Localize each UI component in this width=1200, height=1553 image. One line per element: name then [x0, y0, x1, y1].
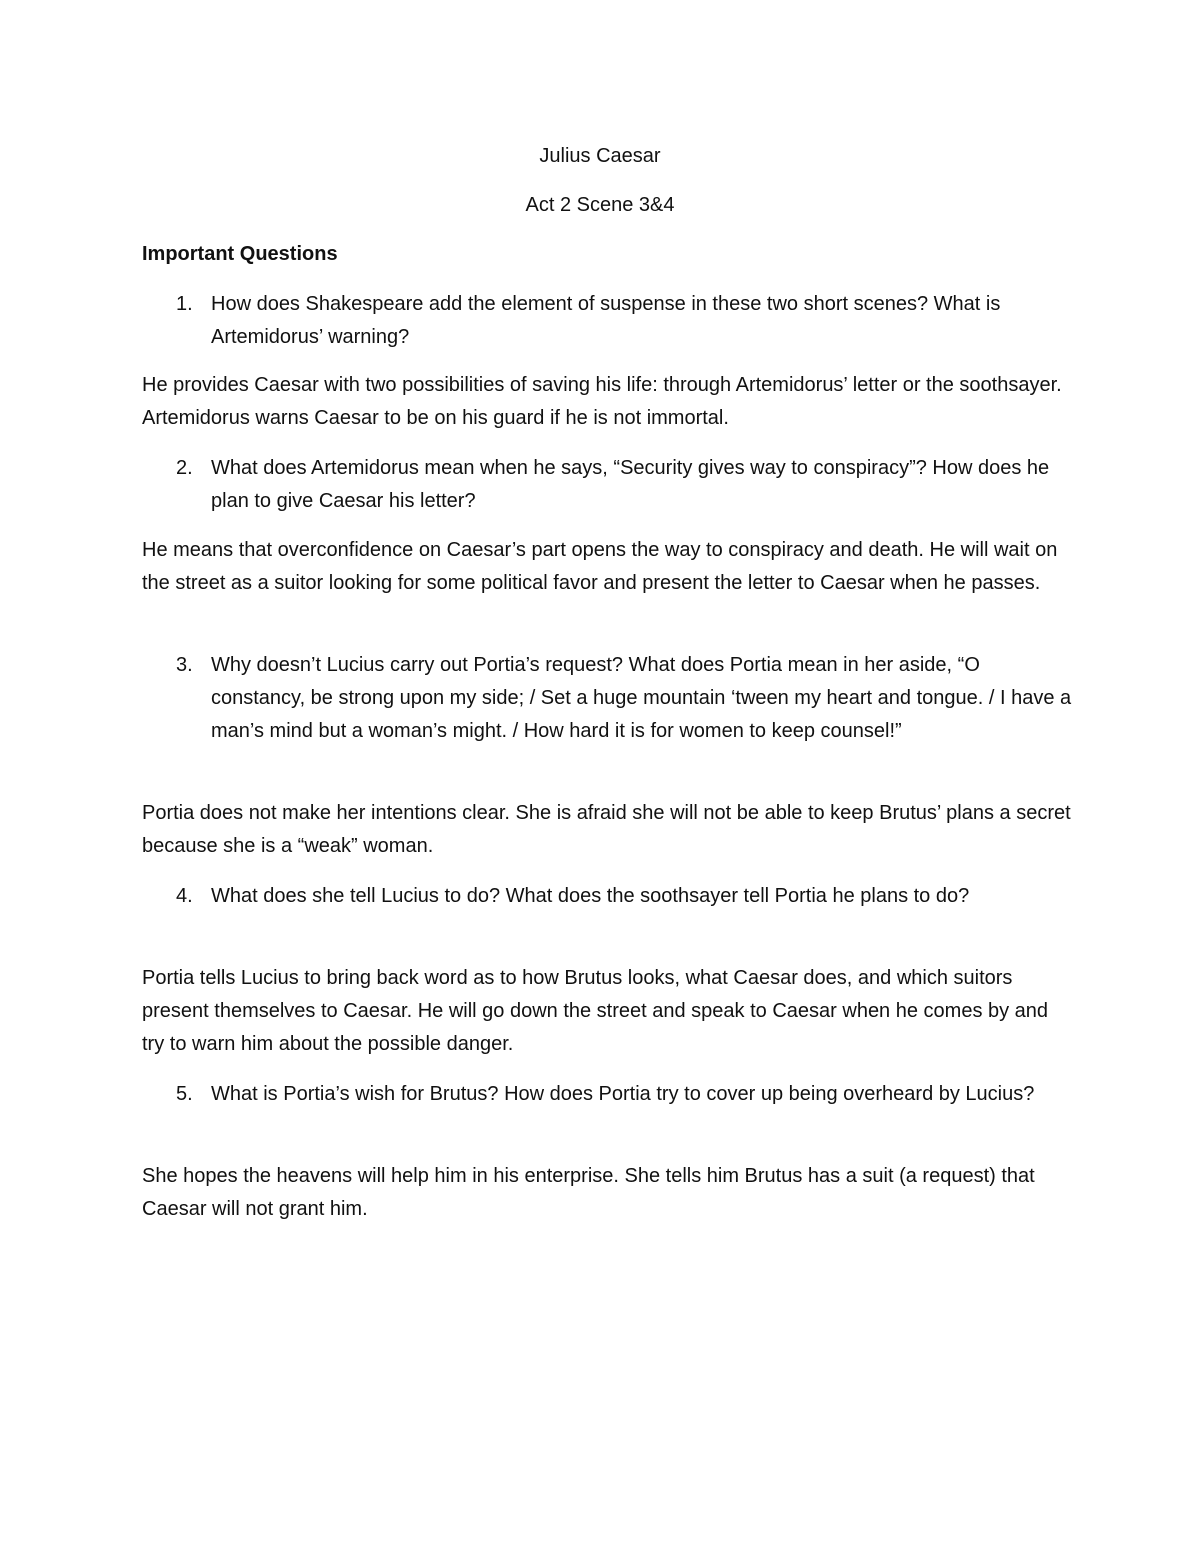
- question-2: [176, 452, 1076, 518]
- question-number: 3.: [176, 654, 193, 676]
- answer-5: She hopes the heavens will help him in his enterprise. She tells him Brutus has a suit (a request) that Caesar will not grant him.: [142, 1165, 1035, 1220]
- question-3: [176, 649, 1076, 748]
- question-text: What is Portia’s wish for Brutus? How does Portia try to cover up being overheard by Lucius?: [211, 1083, 1035, 1105]
- answer-4: Portia tells Lucius to bring back word as to how Brutus looks, what Caesar does, and which suitors present themselves to Caesar. He will go down the street and speak to Caesar when he comes by and try to warn him about the possible danger.: [142, 967, 1049, 1055]
- answer-1: He provides Caesar with two possibilities of saving his life: through Artemidorus’ letter or the soothsayer. Artemidorus warns Caesar to be on his guard if he is not immortal.: [142, 374, 1062, 429]
- question-text: Why doesn’t Lucius carry out Portia’s request? What does Portia mean in her aside, “O constancy, be strong upon my side; / Set a huge mountain ‘tween my heart and tongue. / I have a man’s mind but a woman’s might. / How hard it is for women to keep counsel!”: [211, 654, 1072, 742]
- document-subtitle: Act 2 Scene 3&4: [525, 194, 675, 216]
- question-number: 4.: [176, 885, 193, 907]
- question-1: [176, 288, 1076, 354]
- document-title: Julius Caesar: [539, 145, 661, 167]
- question-4: [176, 880, 1076, 913]
- answer-2: He means that overconfidence on Caesar’s part opens the way to conspiracy and death. He will wait on the street as a suitor looking for some political favor and present the letter to Caesar when he passes.: [142, 539, 1058, 594]
- section-heading: Important Questions: [142, 243, 338, 265]
- question-number: 1.: [176, 293, 193, 315]
- question-text: What does she tell Lucius to do? What does the soothsayer tell Portia he plans to do?: [211, 885, 970, 907]
- question-text: How does Shakespeare add the element of suspense in these two short scenes? What is Artemidorus’ warning?: [211, 293, 1001, 348]
- answer-3: Portia does not make her intentions clear. She is afraid she will not be able to keep Brutus’ plans a secret because she is a “weak” woman.: [142, 802, 1071, 857]
- question-number: 5.: [176, 1083, 193, 1105]
- question-5: [176, 1078, 1076, 1111]
- question-number: 2.: [176, 457, 193, 479]
- question-text: What does Artemidorus mean when he says, “Security gives way to conspiracy”? How does he plan to give Caesar his letter?: [211, 457, 1050, 512]
